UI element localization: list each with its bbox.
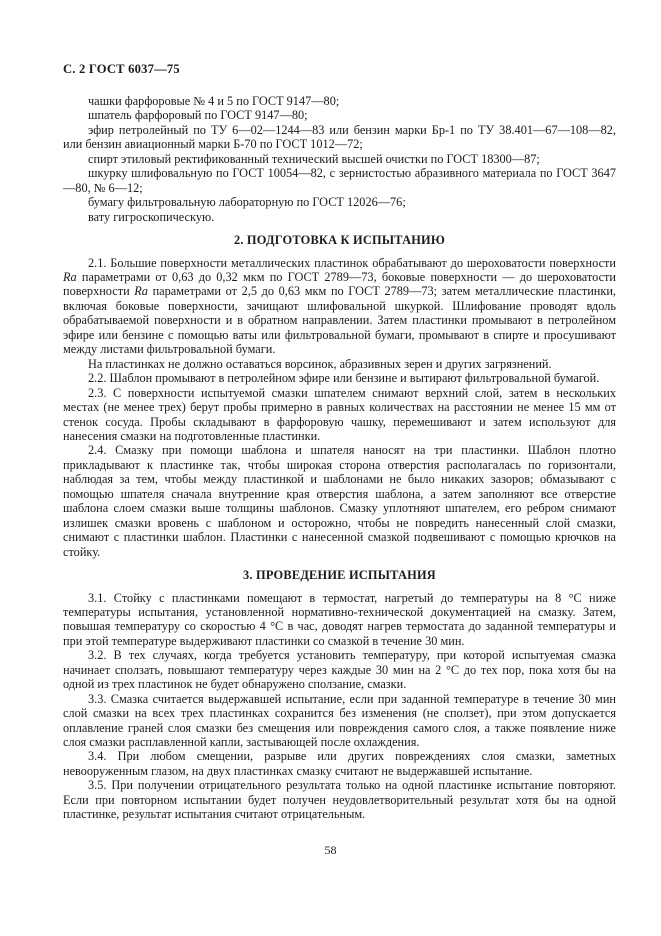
- text-run: параметрами от 2,5 до 0,63 мкм по ГОСТ 2789—73; затем металлические пластинки, включая боковые поверхности, зачищают шлифовальной шкуркой. Шлифование проводят вдоль обрабатываемой поверхности и в обратном направлении. Затем пластинки промывают в петролейном эфире или бензине с помощью ваты или фильтровальной бумаги, промывают в спирте и просушивают между листами фильтровальной бумаги.: [63, 284, 616, 357]
- text-run: 3.3. Смазка считается выдержавшей испытание, если при заданной температуре в течение 30 мин слой смазки на всех трех пластинках сохранится без изменения (не сползет), при этом допускается оплавление граней слоя смазки без смещения или повреждения самого слоя, а также появление ниже слоя смазки расплавленной капли, застывающей после охлаждения.: [63, 691, 616, 750]
- text-run: чашки фарфоровые № 4 и 5 по ГОСТ 9147—80;: [88, 94, 340, 108]
- text-run: шкурку шлифовальную по ГОСТ 10054—82, с зернистостью абразивного материала по ГОСТ 3647—80, № 6—12;: [63, 166, 616, 195]
- text-run: 2.1. Большие поверхности металлических пластинок обрабатывают до шероховатости поверхности: [88, 255, 616, 270]
- text-run: 3.5. При получении отрицательного результата только на одной пластинке испытание повторяют. Если при повторном испытании будет получен неудовлетворительный результат хотя бы на одной пластинке, результат испытания считают отрицательным.: [63, 778, 616, 822]
- paragraph: [63, 749, 616, 778]
- text-run: спирт этиловый ректификованный технический высшей очистки по ГОСТ 18300—87;: [88, 151, 540, 166]
- doc-header: С. 2 ГОСТ 6037—75: [63, 62, 180, 76]
- paragraph: [63, 778, 616, 821]
- section-title: 2. ПОДГОТОВКА К ИСПЫТАНИЮ: [233, 233, 446, 248]
- paragraph: [63, 166, 616, 195]
- page-content: [63, 62, 616, 822]
- text-run: бумагу фильтровальную лабораторную по ГОСТ 12026—76;: [88, 195, 406, 210]
- text-run: шпатель фарфоровый по ГОСТ 9147—80;: [88, 108, 308, 123]
- text-run: На пластинках не должно оставаться ворсинок, абразивных зерен и других загрязнений.: [88, 356, 552, 371]
- italic-run: Ra: [63, 269, 77, 284]
- text-run: 2.2. Шаблон промывают в петролейном эфире или бензине и вытирают фильтровальной бумагой.: [88, 371, 600, 386]
- paragraph: [63, 108, 616, 122]
- paragraph: [63, 195, 616, 209]
- sections-container: [63, 233, 616, 822]
- text-run: 3.2. В тех случаях, когда требуется установить температуру, при которой испытуемая смазка начинает сползать, повышают температуру через каждые 30 мин на 2 °С до тех пор, пока хотя бы на одной из трех пластинок не будет обнаружено сползание, смазки.: [63, 648, 616, 692]
- text-run: 2.3. С поверхности испытуемой смазки шпателем снимают верхний слой, затем в нескольких местах (не менее трех) берут пробы примерно в равных количествах на расстоянии не менее 15 мм от стенок сосуда. Пробы складывают в фарфоровую чашку, перемешивают и затем используют для нанесения смазки на подготовленные пластинки.: [63, 385, 616, 443]
- paragraph: [63, 94, 616, 108]
- paragraph: [63, 152, 616, 166]
- paragraph: [63, 357, 616, 371]
- page-number: 58: [324, 843, 337, 857]
- paragraph: [63, 386, 616, 444]
- text-run: 3.1. Стойку с пластинками помещают в термостат, нагретый до температуры на 8 °С ниже температуры испытания, установленной нормативно-технической документацией на смазку. Затем, повышая температуру со скоростью 4 °С в час, доводят нагрев термостата до заданной температуры и при этой температуре выдерживают пластинки со смазкой в течение 30 мин.: [63, 590, 616, 648]
- text-run: вату гигроскопическую.: [88, 209, 215, 224]
- paragraph: [63, 648, 616, 691]
- paragraph: [63, 692, 616, 750]
- text-run: 3.4. При любом смещении, разрыве или других повреждениях слоя смазки, заметных невооруженным глазом, на двух пластинках смазку считают не выдержавшей испытание.: [63, 749, 616, 778]
- italic-run: Ra: [134, 284, 148, 299]
- paragraph: [63, 123, 616, 152]
- paragraph: [63, 443, 616, 559]
- materials-list: [63, 94, 616, 224]
- paragraph: [63, 210, 616, 224]
- text-run: 2.4. Смазку при помощи шаблона и шпателя наносят на три пластинки. Шаблон плотно прикладывают к пластинке так, чтобы широкая сторона отверстия располагалась по горизонтали, наблюдая за тем, чтобы между пластинкой и шаблонами не было никаких зазоров; обмазывают с помощью шпателя сначала внутренние края отверстия шаблона, а затем заполняют все отверстие шаблона слоем смазки выше толщины шаблонов. Смазку уплотняют шпателем, его ребром снимают излишек смазки вровень с шаблоном и осторожно, чтобы не повредить нанесенный слой смазки, снимают с пластинки шаблон. Пластинки с нанесенной смазкой подвешивают с помощью крючков на стойку.: [63, 443, 616, 559]
- text-run: эфир петролейный по ТУ 6—02—1244—83 или бензин марки Бр-1 по ТУ 38.401—67—108—82, или бензин авиационный марки Б-70 по ГОСТ 1012—72;: [63, 122, 616, 152]
- section-title: 3. ПРОВЕДЕНИЕ ИСПЫТАНИЯ: [243, 568, 436, 583]
- text-run: параметрами от 0,63 до 0,32 мкм по ГОСТ 2789—73, боковые поверхности — до шероховатости поверхности: [63, 269, 616, 299]
- paragraph: [63, 371, 616, 385]
- paragraph: [63, 256, 616, 357]
- paragraph: [63, 591, 616, 649]
